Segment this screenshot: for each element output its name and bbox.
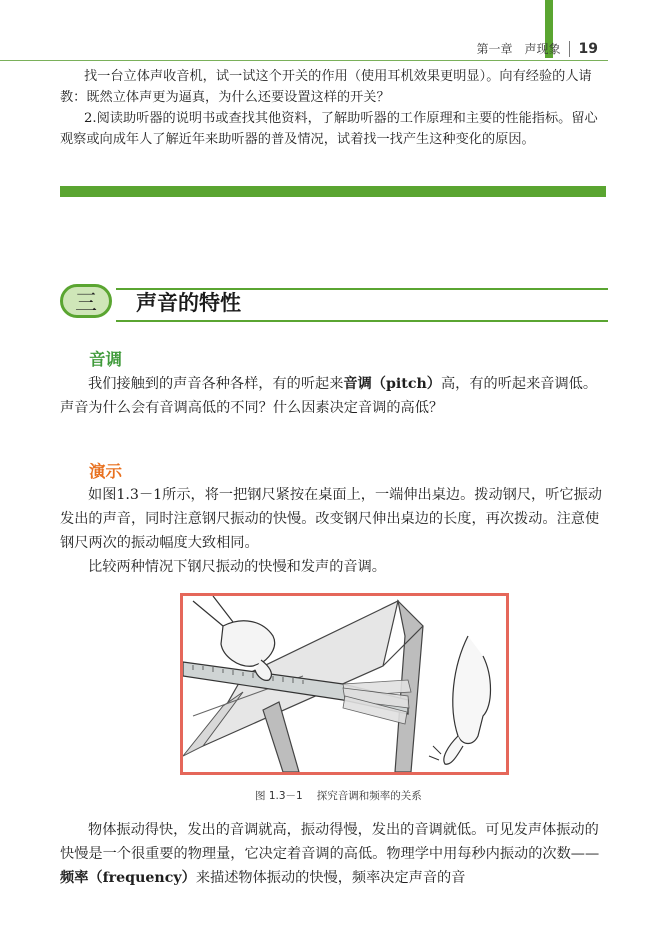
header-rule	[0, 60, 608, 61]
page-header	[477, 40, 599, 57]
bottom-text-after: 来描述物体振动的快慢，频率决定声音的音	[195, 870, 466, 886]
figure-number: 图 1.3－1	[255, 790, 303, 802]
subheading-demo: 演示	[89, 462, 122, 481]
section-number-badge: 三	[60, 284, 112, 318]
top-paragraph-2: 2.阅读助听器的说明书或查找其他资料，了解助听器的工作原理和主要的性能指标。留心观察或向成年人了解近年来助听器的普及情况，试着找一找产生这种变化的原因。	[60, 111, 598, 147]
section-divider-bar	[60, 186, 606, 197]
pitch-paragraph	[60, 372, 610, 420]
ruler-demonstration-illustration	[183, 596, 506, 772]
figure-caption	[255, 788, 422, 803]
top-text-block	[60, 66, 608, 150]
frequency-term: 频率（frequency）	[60, 870, 196, 886]
pitch-text-before: 我们接触到的声音各种各样，有的听起来	[88, 376, 344, 392]
demo-paragraph-2: 比较两种情况下钢尺振动的快慢和发声的音调。	[88, 559, 386, 575]
section-heading	[60, 284, 608, 324]
page-number: 19	[569, 41, 598, 57]
section-title: 声音的特性	[136, 291, 241, 315]
figure-caption-text: 探究音调和频率的关系	[316, 790, 422, 802]
demo-text-block	[60, 483, 610, 579]
bottom-paragraph	[60, 818, 610, 890]
section-rule-bottom	[116, 320, 608, 322]
figure-frame	[180, 593, 509, 775]
bottom-text-before: 物体振动得快，发出的音调就高，振动得慢，发出的音调就低。可见发声体振动的快慢是一个很重要的物理量，它决定着音调的高低。物理学中用每秒内振动的次数——	[60, 822, 600, 862]
subheading-pitch: 音调	[89, 350, 122, 369]
top-paragraph-1: 找一台立体声收音机，试一试这个开关的作用（使用耳机效果更明显）。向有经验的人请教：既然立体声更为逼真，为什么还要设置这样的开关？	[60, 69, 592, 105]
pitch-term: 音调（pitch）	[343, 376, 441, 392]
pitch-text-after: 高，有的听起来音调低。声音为什么会有音调高低的不同？什么因素决定音调的高低？	[60, 376, 598, 416]
demo-paragraph-1: 如图1.3－1所示，将一把钢尺紧按在桌面上，一端伸出桌边。拨动钢尺，听它振动发出的声音，同时注意钢尺振动的快慢。改变钢尺伸出桌边的长度，再次拨动。注意使钢尺两次的振动幅度大致相同。	[60, 487, 602, 551]
chapter-label: 第一章 声现象	[476, 42, 561, 56]
